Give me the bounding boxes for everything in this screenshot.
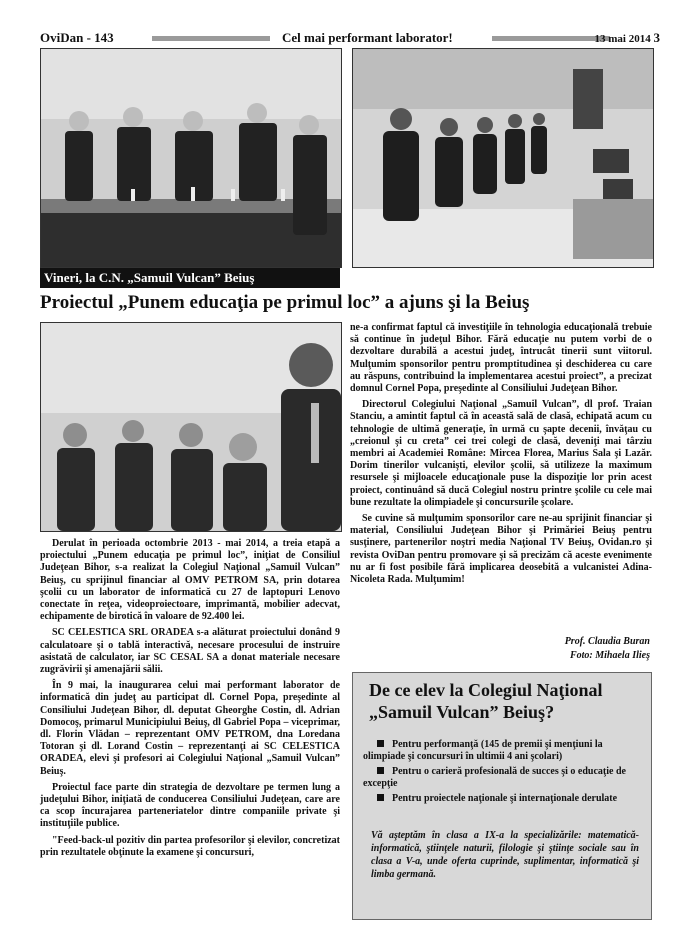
photo-officials	[40, 48, 342, 268]
article-paragraph: SC CELESTICA SRL ORADEA s-a alăturat proiectului donând 9 calculatoare şi o tablă interactivă, necesare procesului de instruire asistată de calculator, iar SC CESAL SA a donat materiale necesare zugrăvirii şi amenajării sălii.	[40, 627, 340, 676]
promo-bullet-text: Pentru performanţă (145 de premii şi menţiuni la olimpiade şi concursuri în ultimii 4 ani şcolari)	[363, 739, 603, 762]
square-bullet-icon	[377, 740, 384, 747]
article-paragraph: Derulat în perioada octombrie 2013 - mai 2014, a treia etapă a proiectului „Punem educaţia pe primul loc”, iniţiat de Consiliul Judeţean Bihor, s-a realizat la Colegiul Naţional „Samuil Vulcan” Beiuş, cu sprijinul financiar al OMV PETROM SA, prin dotarea şcolii cu un laborator de informatică cu 27 de laptopuri Lenovo conectate în reţea, videoproiectoare, imprimantă, mobilier adecvat, echipamente de birotică în valoare de 92.400 lei.	[40, 538, 340, 623]
article-paragraph: Se cuvine să mulţumim sponsorilor care ne-au sprijinit financiar şi material, Consiliului Judeţean Bihor şi Primăriei Beiuş pentru susţinere, partenerilor noştri media Naţional TV Beiuş, Ovidan.ro şi revista OviDan pentru promovare şi să precizăm că aceste evenimente nu ar fi fost posibile fără implicarea deosebită a vulcanistei Adina-Nicoleta Rada. Mulţumim!	[350, 513, 652, 586]
author-byline: Prof. Claudia Buran	[564, 636, 650, 647]
header-divider-right	[492, 36, 610, 41]
article-left-column	[40, 538, 340, 863]
photo-inauguration-audience	[40, 322, 342, 532]
promo-bullet	[363, 793, 645, 805]
article-paragraph: "Feed-back-ul pozitiv din partea profesorilor şi elevilor, concretizat prin rezultatele obţinute la examene şi concursuri,	[40, 834, 340, 858]
header-date-page	[595, 30, 660, 46]
promo-title: De ce elev la Colegiul Naţional „Samuil Vulcan” Beiuş?	[369, 680, 603, 722]
article-paragraph: Proiectul face parte din strategia de dezvoltare pe termen lung a judeţului Bihor, iniţiată de conducerea Consiliului Judeţean, care are ca scop încurajarea parteneriatelor dintre companiile private şi instituţiile publice.	[40, 781, 340, 830]
article-paragraph: Directorul Colegiului Naţional „Samuil Vulcan”, dl prof. Traian Stanciu, a amintit faptul că în această sală de clasă, echipată acum cu tehnologie de ultimă generaţie, în urmă cu şapte decenii, învăţau cu „creionul şi cu creta” cei trei colegi de clasă, deveniţi mai târziu membri ai Academiei Române: Mircea Florea, Marius Sala şi Lazăr. Dorim tinerilor vulcanişti, elevilor şcolii, să utilizeze la maximum resursele şi mijloacele educaţionale puse la dispoziţie lor prin acest proiect, continuând să ducă Colegiul nostru printre şcolile cu cele mai bune rezultate la olimpiadele şi concursurile şcolare.	[350, 399, 652, 508]
promo-box	[352, 672, 652, 920]
photo-credit: Foto: Mihaela Ilieş	[569, 650, 650, 661]
issue-label: OviDan - 143	[40, 30, 114, 45]
photo-students-lab	[352, 48, 654, 268]
header-divider-left	[152, 36, 270, 41]
enrollment-invitation: Vă aşteptăm în clasa a IX-a la specializările: matematică-informatică, ştiinţele naturii, filologie şi ştiinţe sociale sau în clasa a V-a, unde oferta cuprinde, suplimentar, informatică şi limba germană.	[371, 830, 639, 880]
header-date: 13 mai 2014	[594, 33, 651, 45]
page-number: 3	[653, 30, 660, 45]
square-bullet-icon	[377, 794, 384, 801]
promo-bullet-text: Pentru proiectele naţionale şi internaţionale derulate	[392, 793, 618, 804]
photo-caption: Vineri, la C.N. „Samuil Vulcan” Beiuş	[40, 268, 340, 288]
article-right-column	[350, 322, 652, 590]
square-bullet-icon	[377, 767, 384, 774]
article-paragraph: În 9 mai, la inaugurarea celui mai performant laborator de informatică din judeţ au participat dl. Cornel Popa, preşedinte al Consiliului Judeţean Bihor, dl. deputat Gheorghe Costin, dl. Adrian Domocoş, primarul Municipiului Beiuş, dl Gabriel Popa – viceprimar, dl. Florin Vlădan – reprezentant OMV PETROM, dna Loredana Totoran şi dl. Lorand Costin – reprezentanţi ai SC CELESTICA ORADEA, elevi şi profesori ai Colegiului Naţional „Samuil Vulcan” Beiuş.	[40, 680, 340, 777]
article-headline: Proiectul „Punem educaţia pe primul loc” a ajuns şi la Beiuş	[40, 292, 530, 313]
header-title: Cel mai performant laborator!	[282, 30, 453, 45]
page-header	[40, 30, 660, 46]
promo-bullet-text: Pentru o carieră profesională de succes şi o educaţie de excepţie	[363, 766, 626, 789]
promo-bullet	[363, 766, 645, 790]
article-paragraph: ne-a confirmat faptul că investiţiile în tehnologia educaţională trebuie să continue în judeţul Bihor. Fără educaţie nu putem vorbi de o dezvoltare durabilă a acestui judeţ, întrucât tinerii sunt viitorul. Mulţumim sponsorilor pentru promptitudinea şi deschiderea cu care au răspuns, contribuind la implementarea acestui proiect”, a precizat domnul Cornel Popa, preşedinte al Consiliului Judeţean Bihor.	[350, 322, 652, 395]
promo-bullet	[363, 739, 645, 763]
promo-list	[363, 739, 645, 808]
